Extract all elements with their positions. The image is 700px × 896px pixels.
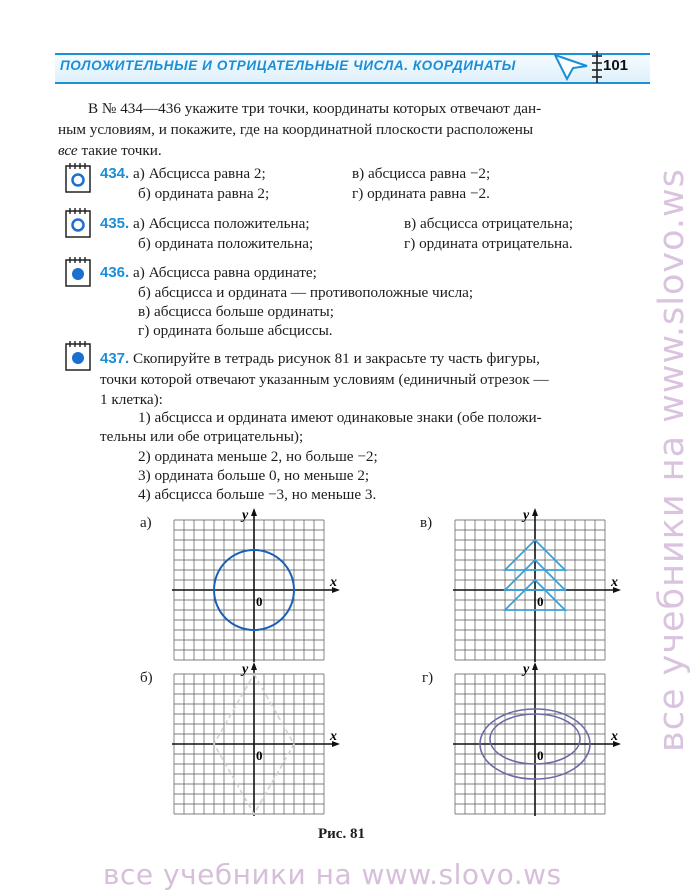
y-axis-arrow-icon [251, 662, 257, 670]
x-axis-label: x [330, 575, 337, 590]
x-axis-label: x [611, 729, 618, 744]
task-436-line-1 [100, 264, 317, 282]
task-437-cond-2: 2) ордината меньше 2, но больше −2; [138, 448, 378, 465]
origin-label: 0 [256, 594, 263, 609]
y-axis-arrow-icon [251, 508, 257, 516]
vertical-watermark [647, 140, 697, 780]
graph-panel-g [447, 662, 627, 820]
vertical-watermark-text: все учебники на www.slovo.ws [652, 168, 692, 752]
graph-panel-v [447, 508, 627, 666]
intro-emphasis: все [58, 142, 78, 159]
task-437-line-1 [100, 350, 540, 368]
task-435-line-1 [100, 215, 310, 233]
panel-label-b: б) [140, 670, 153, 686]
x-axis-label: x [330, 729, 337, 744]
y-axis-arrow-icon [532, 662, 538, 670]
task-437-text-2: точки которой отвечают указанным условиям (единичный отрезок — [100, 371, 549, 388]
notepad-filled-circle-icon [63, 340, 93, 372]
task-436-g: г) ордината больше абсциссы. [138, 322, 333, 339]
task-435-v: в) абсцисса отрицательна; [404, 215, 574, 232]
task-435-a: а) Абсцисса положительна; [133, 215, 310, 232]
y-axis-label: y [242, 662, 249, 677]
task-437-text-3: 1 клетка): [100, 391, 163, 408]
task-435-g: г) ордината отрицательна. [404, 235, 573, 252]
graph-panel-a [168, 508, 340, 666]
task-number-436: 436. [100, 264, 130, 281]
task-number-435: 435. [100, 215, 130, 232]
notepad-filled-circle-icon [63, 256, 93, 288]
notepad-open-circle-icon [63, 207, 93, 239]
task-437-cond-1a: 1) абсцисса и ордината имеют одинаковые знаки (обе положи- [138, 409, 542, 426]
intro-line-2: ным условиям, и покажите, где на координатной плоскости расположены [58, 121, 534, 138]
task-434-g: г) ордината равна −2. [352, 185, 490, 202]
pointer-arrow-icon [553, 51, 589, 81]
task-number-437: 437. [100, 350, 130, 367]
task-434-b: б) ордината равна 2; [138, 185, 270, 202]
origin-label: 0 [537, 594, 544, 609]
task-434-line-1 [100, 165, 266, 183]
running-header-title: ПОЛОЖИТЕЛЬНЫЕ И ОТРИЦАТЕЛЬНЫЕ ЧИСЛА. КООРДИНАТЫ [60, 58, 516, 73]
y-axis-label: y [523, 508, 530, 523]
task-435-b: б) ордината положительна; [138, 235, 314, 252]
bottom-watermark: все учебники на www.slovo.ws [103, 858, 562, 891]
task-437-cond-3: 3) ордината больше 0, но меньше 2; [138, 467, 370, 484]
panel-label-v: в) [420, 515, 433, 531]
intro-line-3-rest: такие точки. [77, 142, 162, 159]
intro-line-1: В № 434—436 укажите три точки, координаты которых отвечают дан- [88, 100, 542, 117]
origin-label: 0 [537, 748, 544, 763]
task-436-a: а) Абсцисса равна ординате; [133, 264, 317, 281]
y-axis-label: y [242, 508, 249, 523]
task-number-434: 434. [100, 165, 130, 182]
origin-label: 0 [256, 748, 263, 763]
task-437-cond-1b: тельны или обе отрицательны); [100, 428, 304, 445]
task-434-v: в) абсцисса равна −2; [352, 165, 491, 182]
task-436-v: в) абсцисса больше ординаты; [138, 303, 334, 320]
intro-line-3 [58, 142, 162, 160]
figure-caption: Рис. 81 [318, 826, 365, 842]
y-axis-label: y [523, 662, 530, 677]
spiral-binding-icon [592, 50, 602, 84]
y-axis-arrow-icon [532, 508, 538, 516]
panel-label-g: г) [422, 670, 434, 686]
task-434-a: а) Абсцисса равна 2; [133, 165, 266, 182]
panel-label-a: а) [140, 515, 152, 531]
task-437-text-1: Скопируйте в тетрадь рисунок 81 и закрасьте ту часть фигуры, [133, 350, 540, 367]
page-number: 101 [603, 57, 629, 74]
notepad-open-circle-icon [63, 162, 93, 194]
graph-panel-b [168, 662, 340, 820]
x-axis-label: x [611, 575, 618, 590]
task-436-b: б) абсцисса и ордината — противоположные числа; [138, 284, 474, 301]
task-437-cond-4: 4) абсцисса больше −3, но меньше 3. [138, 486, 377, 503]
